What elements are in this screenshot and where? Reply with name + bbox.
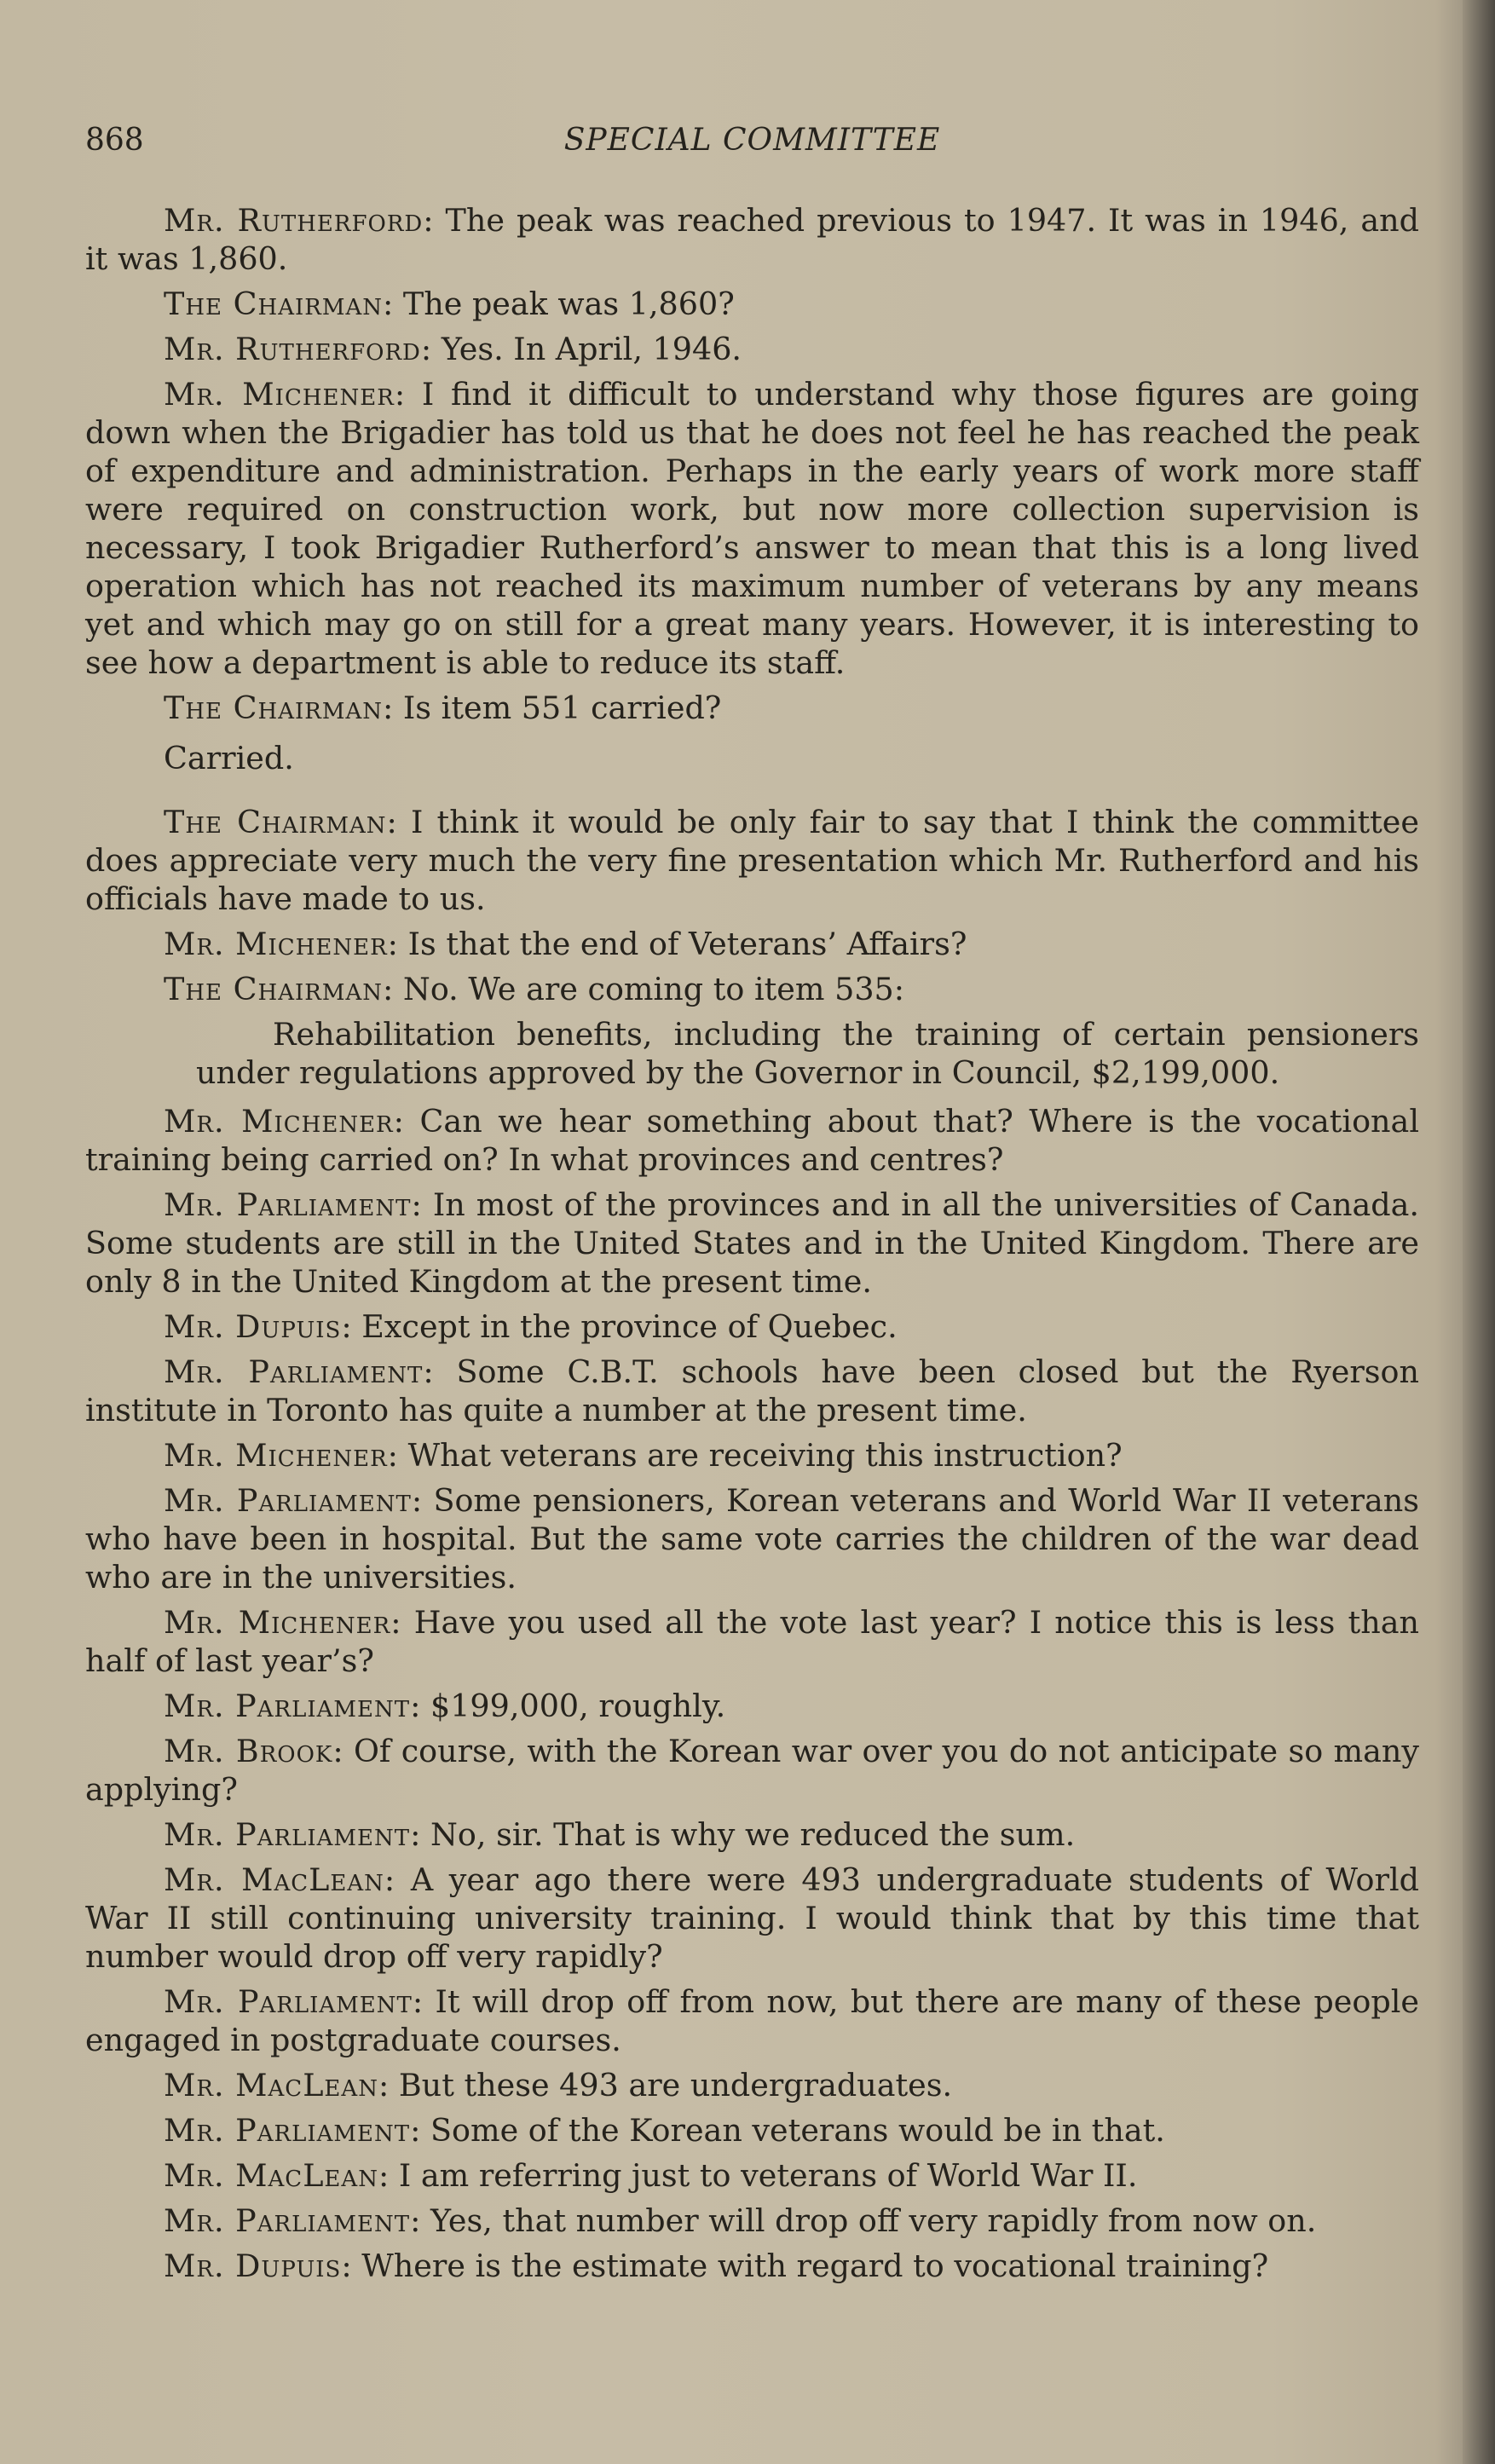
statement: Have you used all the vote last year? I notice this is less than half of last year’s? [85, 1604, 1419, 1679]
estimate-item-quote: Rehabilitation benefits, including the training of certain pensioners under regulations approved by the Governor in Council, $2,199,000. [196, 1016, 1419, 1091]
statement: Where is the estimate with regard to vocational training? [361, 2248, 1269, 2284]
paragraph: Mr. MacLean: But these 493 are undergraduates. [164, 2067, 953, 2103]
speaker: Mr. Michener [164, 1604, 391, 1641]
statement: Is that the end of Veterans’ Affairs? [407, 926, 967, 962]
paragraph: Mr. Michener: Is that the end of Veterans’ Affairs? [164, 926, 967, 962]
paragraph: Mr. MacLean: A year ago there were 493 undergraduate students of World War II still continuing university training. I would think that by this time that number would drop off very rapidly? [85, 1861, 1419, 1975]
paragraph: The Chairman: The peak was 1,860? [164, 286, 735, 322]
speaker: Mr. Parliament [164, 2112, 411, 2149]
paragraph: Mr. Parliament: It will drop off from now, but there are many of these people engaged in postgraduate courses. [85, 1983, 1419, 2058]
speaker: The Chairman [164, 690, 383, 726]
speaker: Mr. Parliament [164, 2202, 411, 2239]
speaker: Mr. Brook [164, 1733, 333, 1769]
statement: Of course, with the Korean war over you do not anticipate so many applying? [85, 1733, 1419, 1808]
paragraph: Mr. Michener: Can we hear something about that? Where is the vocational training being carried on? In what provinces and centres? [85, 1103, 1419, 1178]
paragraph: Mr. Parliament: Some of the Korean veterans would be in that. [164, 2112, 1165, 2149]
speaker: The Chairman [164, 286, 383, 322]
speaker: Mr. Parliament [164, 1816, 411, 1853]
paragraph: The Chairman: No. We are coming to item 535: [164, 971, 905, 1007]
speaker: Mr. Dupuis [164, 1308, 342, 1345]
paragraph: Mr. Michener: Have you used all the vote last year? I notice this is less than half of last year’s? [85, 1604, 1419, 1679]
paragraph: Mr. Rutherford: The peak was reached previous to 1947. It was in 1946, and it was 1,860. [85, 202, 1419, 277]
page-edge-shadow [1463, 0, 1495, 2464]
paragraph: Mr. Dupuis: Where is the estimate with regard to vocational training? [164, 2248, 1269, 2284]
statement: The peak was 1,860? [402, 286, 735, 322]
statement: Except in the province of Quebec. [361, 1308, 898, 1345]
statement: In most of the provinces and in all the universities of Canada. Some students are still in the United States and in the United Kingdom. There are only 8 in the United Kingdom at the present time. [85, 1186, 1419, 1300]
paragraph: The Chairman: I think it would be only fair to say that I think the committee does appreciate very much the very fine presentation which Mr. Rutherford and his officials have made to us. [85, 804, 1419, 917]
statement: Yes. In April, 1946. [441, 331, 742, 367]
paragraph: Mr. Dupuis: Except in the province of Quebec. [164, 1308, 898, 1345]
paragraph: Mr. Parliament: $199,000, roughly. [164, 1688, 726, 1724]
speaker: Mr. Michener [164, 926, 388, 962]
speaker: Mr. Michener [164, 1103, 394, 1140]
speaker: Mr. Michener [164, 376, 395, 413]
paragraph: Mr. Parliament: In most of the provinces and in all the universities of Canada. Some students are still in the United States and in the United Kingdom. There are only 8 in the United Kingdom at the present time. [85, 1186, 1419, 1300]
paragraph: Mr. Michener: What veterans are receiving this instruction? [164, 1437, 1123, 1474]
paragraph: Mr. Parliament: Yes, that number will drop off very rapidly from now on. [164, 2202, 1317, 2239]
statement: The peak was reached previous to 1947. It was in 1946, and it was 1,860. [85, 202, 1419, 277]
running-title: SPECIAL COMMITTEE [563, 123, 941, 158]
statement: Can we hear something about that? Where is the vocational training being carried on? In what provinces and centres? [85, 1103, 1419, 1178]
statement: $199,000, roughly. [430, 1688, 726, 1724]
carried-note: Carried. [164, 740, 294, 776]
paragraph: Mr. Rutherford: Yes. In April, 1946. [164, 331, 742, 367]
statement: Yes, that number will drop off very rapidly from now on. [430, 2202, 1317, 2239]
statement: A year ago there were 493 undergraduate students of World War II still continuing university training. I would think that by this time that number would drop off very rapidly? [85, 1861, 1419, 1975]
statement: What veterans are receiving this instruction? [407, 1437, 1123, 1474]
speaker: Mr. Parliament [164, 1688, 411, 1724]
speaker: The Chairman [164, 804, 387, 840]
statement: Some pensioners, Korean veterans and World War II veterans who have been in hospital. But the same vote carries the children of the war dead who are in the universities. [85, 1482, 1420, 1596]
speaker: Mr. Rutherford [164, 331, 421, 367]
statement: But these 493 are undergraduates. [398, 2067, 953, 2103]
statement: Some of the Korean veterans would be in that. [430, 2112, 1165, 2149]
statement: Some C.B.T. schools have been closed but the Ryerson institute in Toronto has quite a number at the present time. [85, 1353, 1419, 1428]
paragraph: Mr. Parliament: Some C.B.T. schools have been closed but the Ryerson institute in Toronto has quite a number at the present time. [85, 1353, 1419, 1428]
page-header [85, 123, 1419, 165]
paragraph: Mr. Brook: Of course, with the Korean war over you do not anticipate so many applying? [85, 1733, 1419, 1808]
speaker: Mr. Parliament [164, 1983, 413, 2020]
page-number: 868 [85, 123, 144, 158]
statement: No, sir. That is why we reduced the sum. [430, 1816, 1076, 1853]
paragraph: Mr. Michener: I find it difficult to understand why those figures are going down when the Brigadier has told us that he does not feel he has reached the peak of expenditure and administration. Perhaps in the early years of work more staff were required on construction work, but now more collection supervision is necessary, I took Brigadier Rutherford’s answer to mean that this is a long lived operation which has not reached its maximum number of veterans by any means yet and which may go on still for a great many years. However, it is interesting to see how a department is able to reduce its staff. [85, 376, 1419, 681]
paragraph: Mr. Parliament: No, sir. That is why we reduced the sum. [164, 1816, 1076, 1853]
speaker: Mr. Parliament [164, 1186, 412, 1223]
speaker: Mr. Parliament [164, 1353, 424, 1390]
statement: I find it difficult to understand why those figures are going down when the Brigadier has told us that he does not feel he has reached the peak of expenditure and administration. Perhaps in the early years of work more staff were required on construction work, but now more collection supervision is necessary, I took Brigadier Rutherford’s answer to mean that this is a long lived operation which has not reached its maximum number of veterans by any means yet and which may go on still for a great many years. However, it is interesting to see how a department is able to reduce its staff. [85, 376, 1419, 681]
paragraph: The Chairman: Is item 551 carried? [164, 690, 722, 726]
speaker: Mr. MacLean [164, 2157, 378, 2194]
paragraph: Mr. Parliament: Some pensioners, Korean veterans and World War II veterans who have been in hospital. But the same vote carries the children of the war dead who are in the universities. [85, 1482, 1420, 1596]
statement: I am referring just to veterans of World War II. [398, 2157, 1138, 2194]
speaker: Mr. Parliament [164, 1482, 412, 1519]
speaker: Mr. MacLean [164, 1861, 384, 1898]
statement: It will drop off from now, but there are many of these people engaged in postgraduate courses. [85, 1983, 1419, 2058]
speaker: Mr. Rutherford [164, 202, 424, 239]
statement: Is item 551 carried? [402, 690, 722, 726]
statement: I think it would be only fair to say that I think the committee does appreciate very much the very fine presentation which Mr. Rutherford and his officials have made to us. [85, 804, 1419, 917]
speaker: The Chairman [164, 971, 383, 1007]
paragraph: Mr. MacLean: I am referring just to veterans of World War II. [164, 2157, 1138, 2194]
transcript-body [85, 201, 1419, 2292]
statement: No. We are coming to item 535: [402, 971, 905, 1007]
speaker: Mr. Michener [164, 1437, 388, 1474]
speaker: Mr. MacLean [164, 2067, 378, 2103]
speaker: Mr. Dupuis [164, 2248, 342, 2284]
